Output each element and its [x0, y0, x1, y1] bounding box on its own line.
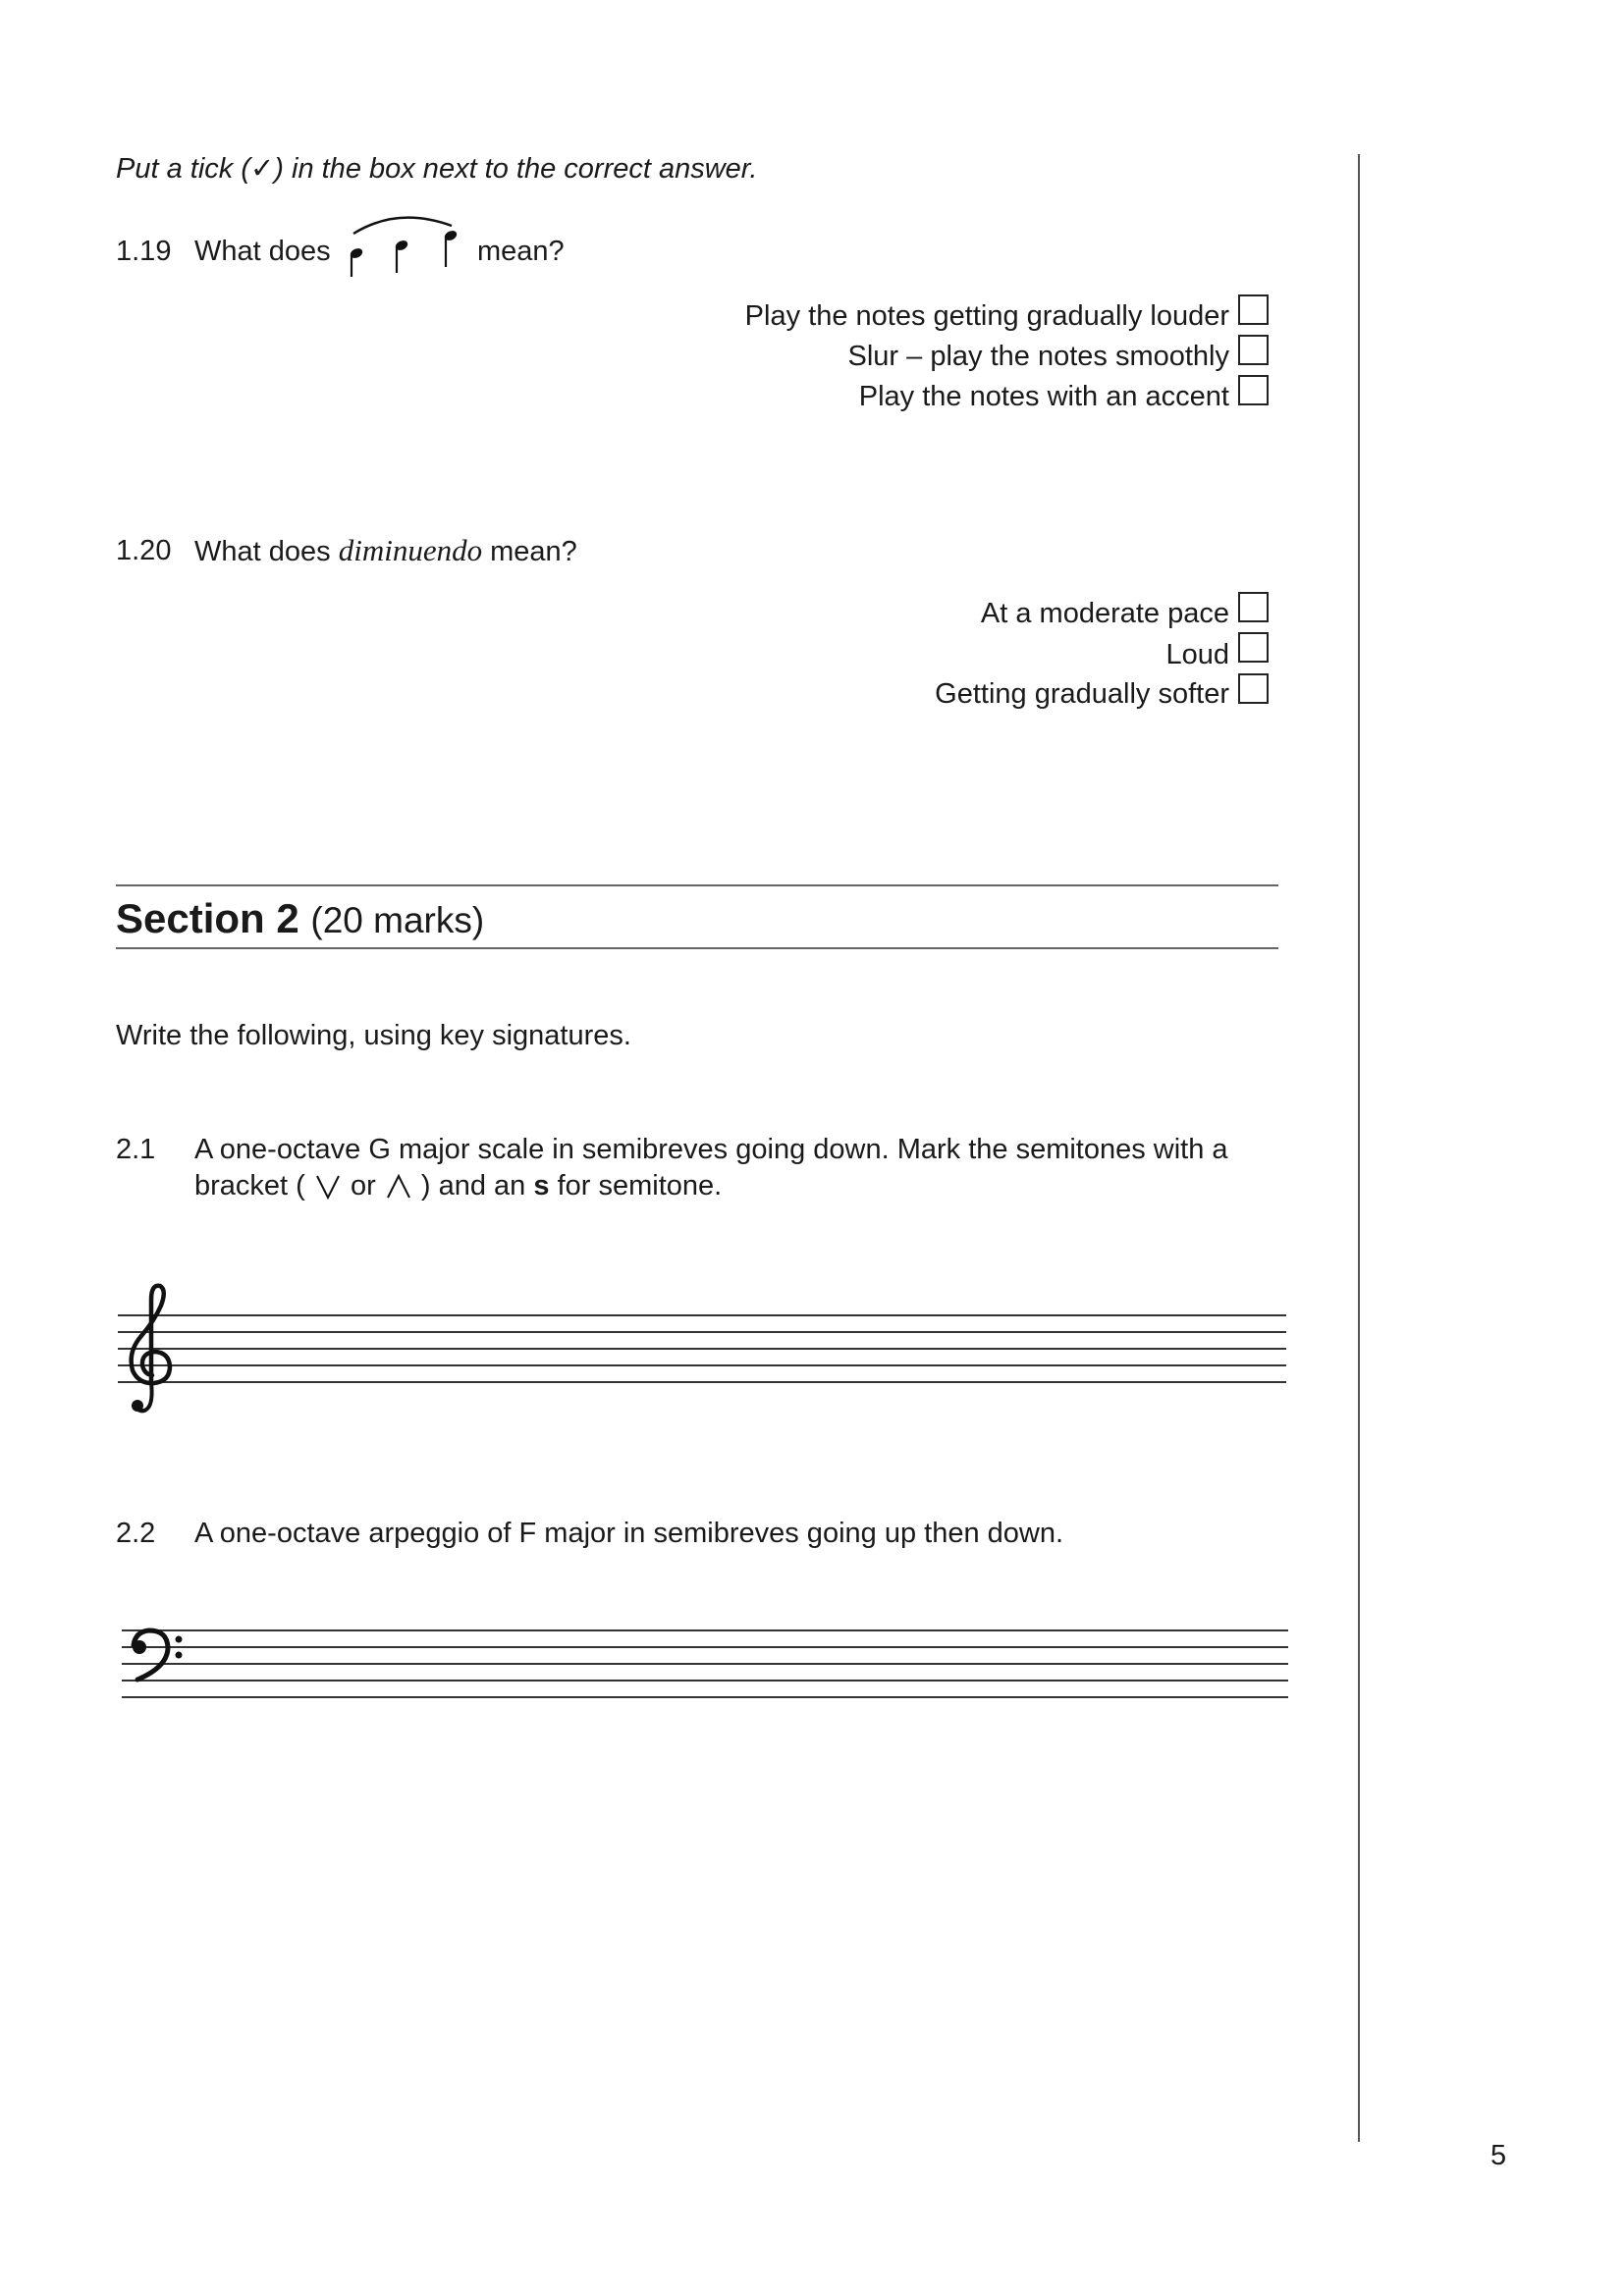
treble-staff[interactable]	[118, 1276, 1286, 1423]
option-1-19-b: Slur – play the notes smoothly	[847, 341, 1229, 372]
question-1-20-suffix: mean?	[490, 536, 577, 567]
option-1-19-a: Play the notes getting gradually louder	[744, 300, 1229, 332]
staff-line	[118, 1348, 1286, 1350]
question-number-1-20: 1.20	[116, 535, 172, 566]
section-rule-top	[116, 884, 1278, 886]
answer-checkbox-1-20-b[interactable]	[1238, 632, 1269, 663]
treble-clef-icon	[122, 1280, 181, 1417]
semitone-s-symbol: s	[533, 1170, 550, 1201]
question-2-1-line-2	[194, 1168, 722, 1203]
question-2-2-text: A one-octave arpeggio of F major in semibreves going up then down.	[194, 1518, 1064, 1549]
question-2-1-for-semitone: for semitone.	[557, 1170, 723, 1201]
question-1-20-line	[194, 533, 577, 569]
staff-line	[122, 1629, 1288, 1631]
question-2-1-or: or	[350, 1170, 376, 1201]
answer-checkbox-1-20-c[interactable]	[1238, 673, 1269, 704]
question-number-2-2: 2.2	[116, 1518, 156, 1549]
staff-line	[118, 1364, 1286, 1366]
answer-checkbox-1-19-b[interactable]	[1238, 335, 1269, 365]
section-2-intro: Write the following, using key signatures.	[116, 1020, 631, 1051]
answer-checkbox-1-19-a[interactable]	[1238, 294, 1269, 325]
page-number: 5	[1490, 2140, 1507, 2171]
bracket-above-icon	[384, 1172, 413, 1201]
question-1-20-prefix: What does	[194, 536, 331, 567]
bass-staff[interactable]	[122, 1610, 1288, 1708]
question-2-1-bracket-text: bracket (	[194, 1170, 305, 1201]
staff-line	[118, 1331, 1286, 1333]
answer-checkbox-1-20-a[interactable]	[1238, 592, 1269, 622]
answer-checkbox-1-19-c[interactable]	[1238, 375, 1269, 405]
section-heading	[116, 894, 484, 945]
bass-clef-icon	[128, 1626, 187, 1684]
section-rule-bottom	[116, 947, 1278, 949]
staff-line	[118, 1314, 1286, 1316]
section-marks: (20 marks)	[310, 900, 485, 940]
question-2-1-line-1: A one-octave G major scale in semibreves going down. Mark the semitones with a	[194, 1134, 1228, 1165]
staff-line	[118, 1381, 1286, 1383]
question-2-1-and-an: ) and an	[420, 1170, 526, 1201]
option-1-19-c: Play the notes with an accent	[858, 381, 1229, 412]
option-1-20-a: At a moderate pace	[980, 598, 1229, 629]
question-1-19-suffix: mean?	[477, 236, 565, 267]
term-diminuendo: diminuendo	[338, 533, 483, 567]
instruction-text: Put a tick (✓) in the box next to the correct answer.	[116, 153, 758, 185]
section-title: Section 2	[116, 895, 299, 941]
question-number-1-19: 1.19	[116, 236, 172, 267]
question-number-2-1: 2.1	[116, 1134, 156, 1165]
slurred-crotchets-icon	[344, 208, 463, 279]
staff-line	[122, 1680, 1288, 1682]
option-1-20-b: Loud	[1165, 639, 1229, 670]
staff-line	[122, 1696, 1288, 1698]
question-1-19-prefix: What does	[194, 236, 331, 267]
staff-line	[122, 1663, 1288, 1665]
option-1-20-c: Getting gradually softer	[935, 678, 1229, 710]
bracket-below-icon	[313, 1172, 343, 1201]
margin-rule	[1358, 154, 1360, 2142]
staff-line	[122, 1646, 1288, 1648]
